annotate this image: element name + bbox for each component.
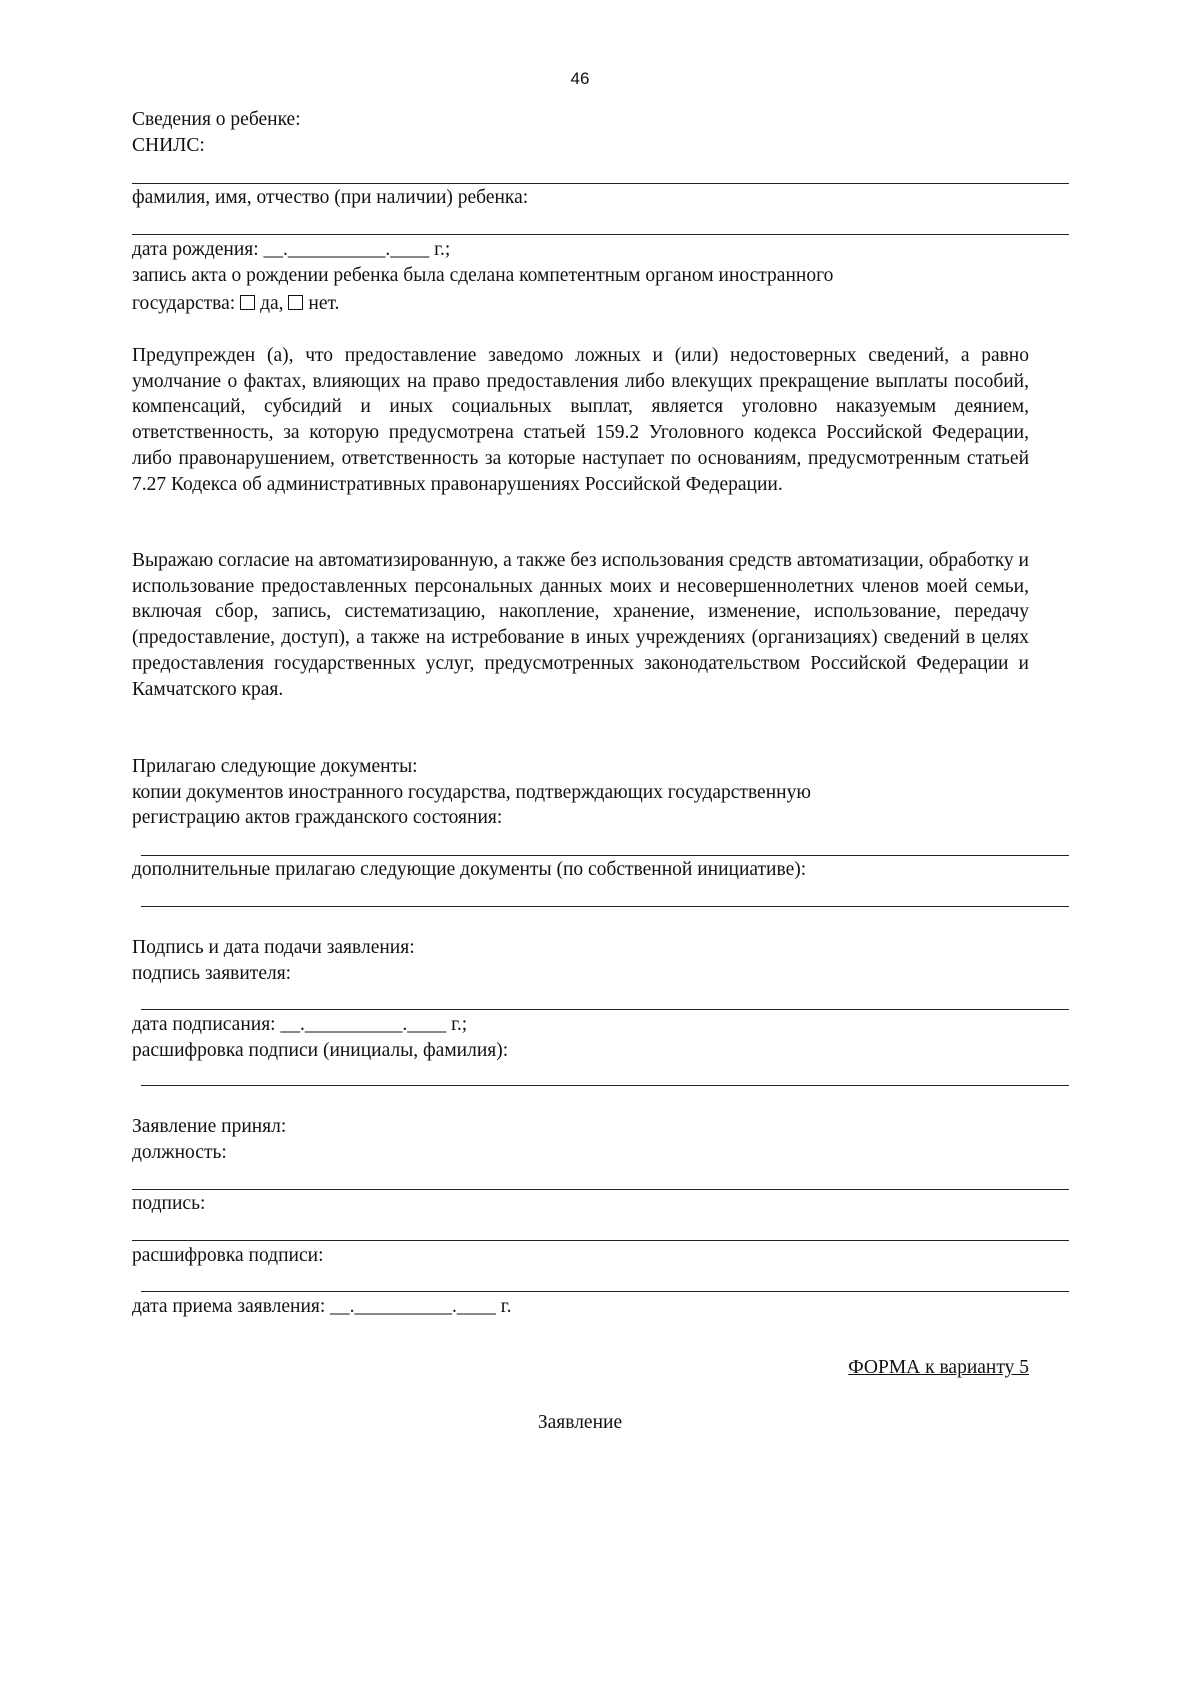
page-number: 46 <box>570 69 590 88</box>
foreign-record-choice <box>132 291 339 317</box>
consent-paragraph: Выражаю согласие на автоматизированную, а также без использования средств автоматизации, обработку и использование предоставленных персональных данных моих и несовершеннолетних членов моей семьи, включая сбор, запись, систематизацию, накопление, хранение, изменение, использование, передачу (предоставление, доступ), а также на истребование в иных учреждениях (организациях) сведений в целях предоставления государственных услуг, предусмотренных законодательством Российской Федерации и Камчатского края. <box>132 550 1029 700</box>
accepted-signature-label: подпись: <box>132 1193 206 1214</box>
checkbox-yes-icon[interactable] <box>240 295 255 310</box>
document-heading: Заявление <box>537 1412 623 1433</box>
snils-label: СНИЛС: <box>132 135 205 156</box>
foreign-docs-field-line[interactable] <box>141 855 1069 856</box>
child-fio-field-line[interactable] <box>132 234 1069 235</box>
accepted-decoding-label: расшифровка подписи: <box>132 1245 324 1266</box>
checkbox-no-icon[interactable] <box>288 295 303 310</box>
additional-docs-field-line[interactable] <box>141 906 1069 907</box>
accepted-heading: Заявление принял: <box>132 1116 287 1137</box>
signature-decoding-field-line[interactable] <box>141 1085 1069 1086</box>
attachments-heading: Прилагаю следующие документы: <box>132 756 418 777</box>
child-section-heading: Сведения о ребенке: <box>132 109 301 130</box>
snils-field-line[interactable] <box>132 183 1069 184</box>
accepted-decoding-field-line[interactable] <box>141 1291 1069 1292</box>
applicant-signature-label: подпись заявителя: <box>132 963 292 984</box>
accepted-signature-field-line[interactable] <box>132 1240 1069 1241</box>
foreign-docs-line2: регистрацию актов гражданского состояния: <box>132 807 503 828</box>
position-field-line[interactable] <box>132 1189 1069 1190</box>
signing-date-line[interactable]: дата подписания: __.__________.____ г.; <box>132 1014 468 1035</box>
additional-docs-label: дополнительные прилагаю следующие документы (по собственной инициативе): <box>132 859 807 880</box>
signature-heading: Подпись и дата подачи заявления: <box>132 937 415 958</box>
position-label: должность: <box>132 1142 227 1163</box>
warning-paragraph: Предупрежден (а), что предоставление заведомо ложных и (или) недостоверных сведений, а равно умолчание о фактах, влияющих на право предоставления либо влекущих прекращение выплаты пособий, компенсаций, субсидий и иных социальных выплат, является уголовно наказуемым деянием, ответственность, за которую предусмотрена статьей 159.2 Уголовного кодекса Российской Федерации, либо правонарушением, ответственность за которые наступает по основаниям, предусмотренным статьей 7.27 Кодекса об административных правонарушениях Российской Федерации. <box>132 345 1029 495</box>
form-variant-reference: ФОРМА к варианту 5 <box>848 1357 1029 1378</box>
child-fio-label: фамилия, имя, отчество (при наличии) ребенка: <box>132 187 529 208</box>
foreign-docs-line1: копии документов иностранного государства, подтверждающих государственную <box>132 782 811 803</box>
acceptance-date-line[interactable]: дата приема заявления: __.__________.____ г. <box>132 1296 512 1317</box>
signature-decoding-label: расшифровка подписи (инициалы, фамилия): <box>132 1040 509 1061</box>
option-no-label: нет. <box>308 293 340 314</box>
applicant-signature-field-line[interactable] <box>141 1009 1069 1010</box>
option-yes-label: да, <box>260 293 284 314</box>
foreign-record-prefix: государства: <box>132 293 241 314</box>
birth-date-line[interactable]: дата рождения: __.__________.____ г.; <box>132 239 451 260</box>
foreign-record-line: запись акта о рождении ребенка была сделана компетентным органом иностранного <box>132 265 834 286</box>
